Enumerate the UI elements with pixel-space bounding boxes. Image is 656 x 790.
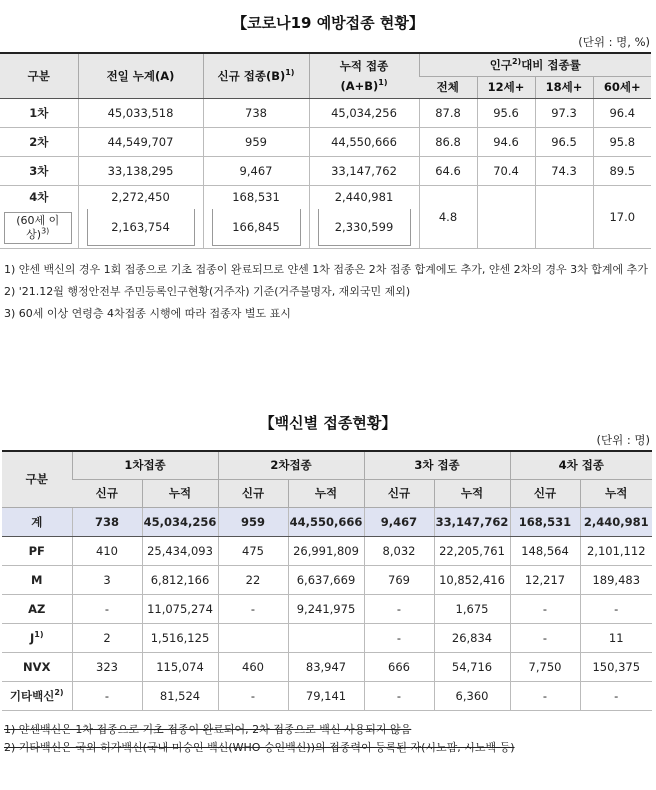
header-dose3: 3차 접종 (364, 451, 510, 479)
cell-new: 769 (364, 565, 434, 594)
cell-cum: 26,834 (434, 623, 510, 652)
cell-new: - (510, 681, 580, 710)
cell-cum: 79,141 (288, 681, 364, 710)
cell-new: 22 (218, 565, 288, 594)
row-label: PF (2, 536, 72, 565)
table-row (0, 127, 651, 156)
cell-cum: 54,716 (434, 652, 510, 681)
row-label: 3차 (0, 156, 78, 185)
header-new: 신규 (72, 479, 142, 507)
cell-60: 95.8 (593, 127, 651, 156)
header-cum: 누적 (288, 479, 364, 507)
table-row (2, 681, 652, 710)
header-dose2: 2차접종 (218, 451, 364, 479)
header-dose4: 4차 접종 (510, 451, 652, 479)
header-dose1: 1차접종 (72, 451, 218, 479)
cell-18: 74.3 (535, 156, 593, 185)
section2-notes (4, 722, 652, 755)
header-new: 신규 접종$(B)^{1)}$ (203, 53, 309, 98)
header-age-60: 60세+ (593, 76, 651, 98)
row-label: $J^{1)}$ (2, 623, 72, 652)
cell-all: 86.8 (419, 127, 477, 156)
table-row (2, 652, 652, 681)
cell-cum: 44,550,666 (309, 127, 419, 156)
cell-new: - (364, 623, 434, 652)
cell-prev: 33,138,295 (78, 156, 203, 185)
cell-12: 95.6 (477, 98, 535, 127)
table-row (2, 536, 652, 565)
vaccine-type-table (2, 450, 652, 711)
row-label: 1차 (0, 98, 78, 127)
row-label: M (2, 565, 72, 594)
cell-new: 166,845 (203, 208, 309, 248)
note-1: 1) 얀센 백신의 경우 1회 접종으로 기초 접종이 완료되므로 얀센 1차 접종은 2차 접종 합계에도 추가, 얀센 2차의 경우 3차 합계에 추가 (4, 263, 648, 276)
cell-18: 96.5 (535, 127, 593, 156)
cell-cum: 33,147,762 (434, 507, 510, 536)
note-1: 1) 얀센백신은 1차 접종으로 기초 접종이 완료되어, 2차 접종으로 백신 사용되지 않음 (4, 723, 412, 736)
cell-cum: 2,440,981 (309, 185, 419, 208)
cell-new: - (510, 623, 580, 652)
cell-new: - (364, 681, 434, 710)
header-new: 신규 (218, 479, 288, 507)
table-row (2, 623, 652, 652)
cell-all: 87.8 (419, 98, 477, 127)
cell-new: - (364, 594, 434, 623)
cell-cum: 2,330,599 (309, 208, 419, 248)
cell-60: 96.4 (593, 98, 651, 127)
cell-new (218, 623, 288, 652)
vaccination-status-table (0, 52, 651, 249)
table-row (0, 185, 651, 208)
note-2: 2) 기타백신은 국외 허가백신(국내 미승인 백신(WHO 승인백신))의 접종력이 등록된 자(시노팜, 시노백 등) (4, 741, 515, 754)
table-row (2, 594, 652, 623)
cell-cum: 44,550,666 (288, 507, 364, 536)
table-row (0, 98, 651, 127)
cell-12 (477, 185, 535, 248)
cell-cum: 6,360 (434, 681, 510, 710)
cell-new: - (72, 681, 142, 710)
cell-prev: 2,163,754 (78, 208, 203, 248)
cell-18: 97.3 (535, 98, 593, 127)
table-row (2, 565, 652, 594)
cell-cum: - (580, 594, 652, 623)
cell-60: 89.5 (593, 156, 651, 185)
cell-new: 168,531 (510, 507, 580, 536)
header-new: 신규 (364, 479, 434, 507)
cell-new: 148,564 (510, 536, 580, 565)
cell-cum: 9,241,975 (288, 594, 364, 623)
cell-12: 70.4 (477, 156, 535, 185)
header-age-18: 18세+ (535, 76, 593, 98)
cell-new: 9,467 (364, 507, 434, 536)
cell-cum: 10,852,416 (434, 565, 510, 594)
header-prev-cumulative: 전일 누계(A) (78, 53, 203, 98)
cell-cum: 25,434,093 (142, 536, 218, 565)
cell-new: 3 (72, 565, 142, 594)
cell-60: 17.0 (593, 185, 651, 248)
cell-cum: 33,147,762 (309, 156, 419, 185)
header-category: 구분 (0, 53, 78, 98)
cell-cum: 22,205,761 (434, 536, 510, 565)
cell-cum (288, 623, 364, 652)
total-row (2, 507, 652, 536)
cell-new: 959 (218, 507, 288, 536)
section2-title: 【백신별 접종현황】 (259, 414, 397, 432)
cell-cum: 150,375 (580, 652, 652, 681)
cell-cum: 2,101,112 (580, 536, 652, 565)
cell-cum: 83,947 (288, 652, 364, 681)
cell-new: - (218, 594, 288, 623)
cell-new: - (510, 594, 580, 623)
cell-new: 460 (218, 652, 288, 681)
cell-cum: 2,440,981 (580, 507, 652, 536)
cell-new: - (72, 594, 142, 623)
row-label: AZ (2, 594, 72, 623)
cell-prev: 2,272,450 (78, 185, 203, 208)
header-new: 신규 (510, 479, 580, 507)
row-label: 2차 (0, 127, 78, 156)
cell-cum: 115,074 (142, 652, 218, 681)
table-row (0, 156, 651, 185)
cell-cum: 1,516,125 (142, 623, 218, 652)
row-label: 기타백신$^{2)}$ (2, 681, 72, 710)
cell-new: 7,750 (510, 652, 580, 681)
cell-cum: 6,812,166 (142, 565, 218, 594)
cell-cum: 45,034,256 (309, 98, 419, 127)
cell-new: - (218, 681, 288, 710)
header-ratio: 인구$^{2)}$대비 접종률 (419, 53, 651, 76)
cell-new: 738 (203, 98, 309, 127)
cell-all: 4.8 (419, 185, 477, 248)
header-cumulative: 누적 접종 $(A+B)^{1)}$ (309, 53, 419, 98)
cell-cum: 6,637,669 (288, 565, 364, 594)
cell-cum: - (580, 681, 652, 710)
cell-new: 959 (203, 127, 309, 156)
cell-cum: 1,675 (434, 594, 510, 623)
cell-new: 410 (72, 536, 142, 565)
row-label-60plus: (60세 이상)$^{3)}$ (0, 208, 78, 248)
cell-cum: 189,483 (580, 565, 652, 594)
cell-cum: 11 (580, 623, 652, 652)
note-2: 2) '21.12월 행정안전부 주민등록인구현황(거주자) 기준(거주불명자, 재외국민 제외) (4, 285, 411, 298)
cell-new: 475 (218, 536, 288, 565)
header-category: 구분 (2, 451, 72, 507)
row-label: NVX (2, 652, 72, 681)
cell-new: 8,032 (364, 536, 434, 565)
cell-new: 2 (72, 623, 142, 652)
header-cum: 누적 (434, 479, 510, 507)
section2-unit: (단위 : 명) (596, 433, 650, 447)
row-label: 계 (2, 507, 72, 536)
cell-cum: 26,991,809 (288, 536, 364, 565)
cell-new: 9,467 (203, 156, 309, 185)
cell-new: 168,531 (203, 185, 309, 208)
cell-cum: 81,524 (142, 681, 218, 710)
row-label: 4차 (29, 189, 49, 204)
header-age-all: 전체 (419, 76, 477, 98)
section1-notes (4, 262, 652, 321)
cell-12: 94.6 (477, 127, 535, 156)
section1-unit: (단위 : 명, %) (578, 35, 650, 49)
header-age-12: 12세+ (477, 76, 535, 98)
header-cum: 누적 (580, 479, 652, 507)
note-3: 3) 60세 이상 연령층 4차접종 시행에 따라 접종자 별도 표시 (4, 307, 291, 320)
cell-cum: 45,034,256 (142, 507, 218, 536)
cell-new: 666 (364, 652, 434, 681)
cell-prev: 45,033,518 (78, 98, 203, 127)
section1-title: 【코로나19 예방접종 현황】 (232, 14, 424, 32)
cell-18 (535, 185, 593, 248)
cell-all: 64.6 (419, 156, 477, 185)
cell-new: 738 (72, 507, 142, 536)
cell-prev: 44,549,707 (78, 127, 203, 156)
cell-cum: 11,075,274 (142, 594, 218, 623)
cell-new: 323 (72, 652, 142, 681)
cell-new: 12,217 (510, 565, 580, 594)
header-cum: 누적 (142, 479, 218, 507)
